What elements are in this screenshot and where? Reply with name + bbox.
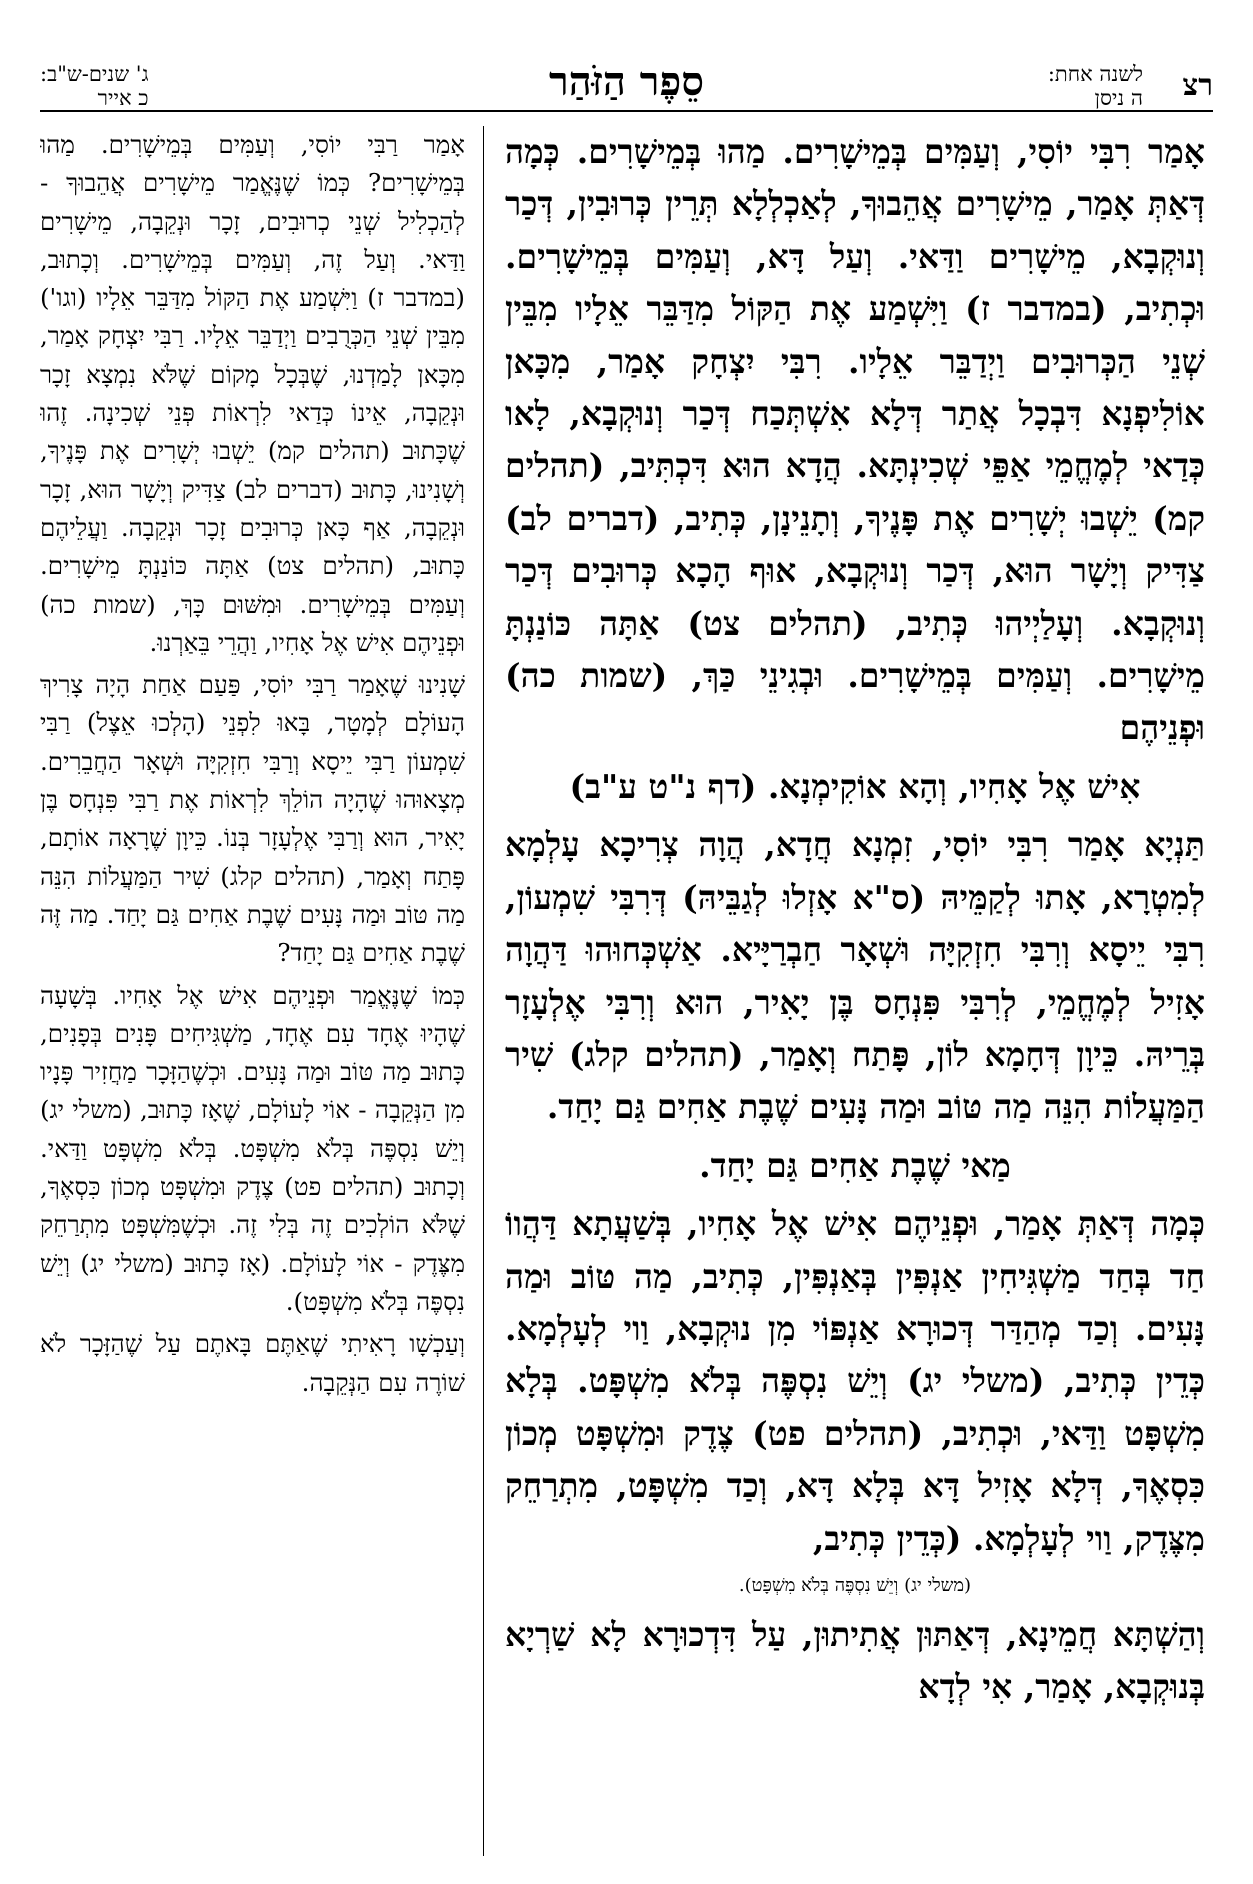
main-note: (משלי יג) וְיֵשׁ נִסְפֶּה בְּלֹא מִשְׁפָּט). (738, 1574, 972, 1596)
header-rule (40, 110, 1213, 112)
translation-paragraph: אָמַר רַבִּי יוֹסִי, וְעַמִּים בְּמֵישָׁרִים. מַהוּ בְּמֵישָׁרִים? כְּמוֹ שֶׁנֶּאֱמַר מֵישָׁרִים אֲהֵבוּךָ - לְהַכְלִיל שְׁנֵי כְרוּבִים, זָכָר וּנְקֵבָה, מֵישָׁרִים וַדַּאי. וְעַל זֶה, וְעַמִּים בְּמֵישָׁרִים. וְכָתוּב, (במדבר ז) וַיִּשְׁמַע אֶת הַקּוֹל מִדַּבֵּר אֵלָיו (וגו') מִבֵּין שְׁנֵי הַכְּרֻבִים וַיְדַבֵּר אֵלָיו. רַבִּי יִצְחָק אָמַר, מִכָּאן לָמַדְנוּ, שֶׁבְּכָל מָקוֹם שֶׁלֹּא נִמְצָא זָכָר וּנְקֵבָה, אֵינוֹ כְּדַאי לִרְאוֹת פְּנֵי שְׁכִינָה. זֶהוּ שֶׁכָּתוּב (תהלים קמ) יֵשְׁבוּ יְשָׁרִים אֶת פָּנֶיךָ, וְשָׁנִינוּ, כָּתוּב (דברים לב) צַדִּיק וְיָשָׁר הוּא, זָכָר וּנְקֵבָה, אַף כָּאן כְּרוּבִים זָכָר וּנְקֵבָה. וַעֲלֵיהֶם כָּתוּב, (תהלים צט) אַתָּה כּוֹנַנְתָּ מֵישָׁרִים. וְעַמִּים בְּמֵישָׁרִים. וּמִשּׁוּם כָּךְ, (שמות כה) וּפְנֵיהֶם אִישׁ אֶל אָחִיו, וַהֲרֵי בֵּאַרְנוּ. (40, 130, 465, 657)
main-paragraph: כְּמָה דְּאַתְּ אָמַר, וּפְנֵיהֶם אִישׁ אֶל אָחִיו, בְּשַׁעֲתָא דַּהֲווֹ חַד בְּחַד מַשְׁגִּיחִין אַנְפִּין בְּאַנְפִּין, כְּתִיב, מַה טּוֹב וּמַה נָּעִים. וְכַד מְהַדַּר דְּכוּרָא אַנְפּוֹי מִן נוּקְבָא, וַוי לְעָלְמָא. כְּדֵין כְּתִיב, (משלי יג) וְיֵשׁ נִסְפֶּה בְּלֹא מִשְׁפָּט. בְּלָא מִשְׁפָּט וַדַּאי, וּכְתִיב, (תהלים פט) צֶדֶק וּמִשְׁפָּט מְכוֹן כִּסְאֶךָ, דְּלָא אָזִיל דָּא בְּלָא דָּא, וְכַד מִשְׁפָּט, מִתְרַחֵק מִצֶּדֶק, וַוי לְעָלְמָא. (כְּדֵין כְּתִיב, (505, 1204, 1205, 1558)
reading-schedule-three-year (40, 62, 149, 110)
schedule-date-one-year: ה ניסן (1094, 86, 1143, 110)
main-paragraph: וְהַשְׁתָּא חֲמֵינָא, דְּאַתּוּן אֲתִיתוּן, עַל דִּדְכוּרָא לָא שַׁרְיָא בְּנוּקְבָא, אָמַר, אִי לְדָא (505, 1614, 1205, 1707)
column-divider (483, 126, 484, 1856)
page-number: רצ (1182, 68, 1213, 103)
main-paragraph: אָמַר רִבִּי יוֹסִי, וְעַמִּים בְּמֵישָׁרִים. מַהוּ בְּמֵישָׁרִים. כְּמָה דְּאַתְּ אָמַר, מֵישָׁרִים אֲהֵבוּךָ, לְאַכְלְלָא תְּרֵין כְּרוּבִין, דְּכַר וְנוּקְבָא, מֵישָׁרִים וַדַּאי. וְעַל דָּא, וְעַמִּים בְּמֵישָׁרִים. וּכְתִיב, (במדבר ז) וַיִּשְׁמַע אֶת הַקּוֹל מִדַּבֵּר אֵלָיו מִבֵּין שְׁנֵי הַכְּרוּבִים וַיְדַבֵּר אֵלָיו. רִבִּי יִצְחָק אָמַר, מִכָּאן אוֹלִיפְנָא דִּבְכָל אֲתַר דְּלָא אִשְׁתְּכַח דְּכַר וְנוּקְבָא, לָאו כְּדַאי לְמֶחֱמֵי אַפֵּי שְׁכִינְתָּא. הֲדָא הוּא דִּכְתִּיב, (תהלים קמ) יֵשְׁבוּ יְשָׁרִים אֶת פָּנֶיךָ, וְתָנֵינָן, כְּתִיב, (דברים לב) צַדִּיק וְיָשָׁר הוּא, דְּכַר וְנוּקְבָא, אוּף הָכָא כְּרוּבִים דְּכַר וְנוּקְבָא. וְעָלַיְיהוּ כְּתִיב, (תהלים צט) אַתָּה כּוֹנַנְתָּ מֵישָׁרִים. וְעַמִּים בְּמֵישָׁרִים. וּבְגִינֵי כַּךְ, (שמות כה) וּפְנֵיהֶם (505, 132, 1205, 748)
main-paragraph: אִישׁ אֶל אָחִיו, וְהָא אוֹקִימְנָא. (דף נ"ט ע"ב) (569, 766, 1141, 806)
aramaic-main-column (505, 126, 1205, 1856)
translation-paragraph: כְּמוֹ שֶׁנֶּאֱמַר וּפְנֵיהֶם אִישׁ אֶל אָחִיו. בְּשָׁעָה שֶׁהָיוּ אֶחָד עִם אֶחָד, מַשְׁגִּיחִים פָּנִים בְּפָנִים, כָּתוּב מַה טּוֹב וּמַה נָּעִים. וּכְשֶׁהַזָּכָר מַחֲזִיר פָּנָיו מִן הַנְּקֵבָה - אוֹי לָעוֹלָם, שֶׁאָז כָּתוּב, (משלי יג) וְיֵשׁ נִסְפֶּה בְּלֹא מִשְׁפָּט. בְּלֹא מִשְׁפָּט וַדַּאי. וְכָתוּב (תהלים פט) צֶדֶק וּמִשְׁפָּט מְכוֹן כִּסְאֶךָ, שֶׁלֹּא הוֹלְכִים זֶה בְּלִי זֶה. וּכְשֶׁמִּשְׁפָּט מִתְרַחֵק מִצֶּדֶק - אוֹי לָעוֹלָם. (אָז כָּתוּב (משלי יג) וְיֵשׁ נִסְפֶּה בְּלֹא מִשְׁפָּט). (40, 980, 465, 1316)
main-paragraph: תַּנְיָא אָמַר רִבִּי יוֹסִי, זִמְנָא חֲדָא, הֲוָה צְרִיכָא עָלְמָא לְמִטְרָא, אָתוּ לְקַמֵּיהּ (ס"א אָזְלוּ לְגַבֵּיהּ) דְּרִבִּי שִׁמְעוֹן, רִבִּי יֵיסָא וְרִבִּי חִזְקִיָּה וּשְׁאָר חַבְרַיָּיא. אַשְׁכְּחוּהוּ דַּהֲוָה אָזִיל לְמֶחֱמֵי, לְרִבִּי פִּנְחָס בֶּן יָאִיר, הוּא וְרִבִּי אֶלְעָזָר בְּרֵיהּ. כֵּיוָן דְּחָמָא לוֹן, פָּתַח וְאָמַר, (תהלים קלג) שִׁיר הַמַּעֲלוֹת הִנֵּה מַה טּוֹב וּמַה נָּעִים שֶׁבֶת אַחִים גַּם יָחַד. (505, 825, 1205, 1127)
schedule-label-three-year: ג' שנים-ש"ב: (40, 62, 149, 86)
schedule-label-one-year: לשנה אחת: (1047, 62, 1143, 86)
schedule-date-three-year: כ אייר (97, 86, 149, 110)
book-title: סֵפֶר הַזֹּהַר (549, 58, 704, 105)
translation-paragraph: וְעַכְשָׁו רָאִיתִי שֶׁאַתֶּם בָּאתֶם עַל שֶׁהַזָּכָר לֹא שׁוֹרֶה עִם הַנְּקֵבָה. (40, 1329, 465, 1397)
translation-paragraph: שָׁנִינוּ שֶׁאָמַר רַבִּי יוֹסִי, פַּעַם אַחַת הָיָה צָרִיךְ הָעוֹלָם לְמָטָר, בָּאוּ לִפְנֵי (הָלְכוּ אֵצֶל) רַבִּי שִׁמְעוֹן רַבִּי יֵיסָא וְרַבִּי חִזְקִיָּה וּשְׁאָר הַחֲבֵרִים. מְצָאוּהוּ שֶׁהָיָה הוֹלֵךְ לִרְאוֹת אֶת רַבִּי פִּנְחָס בֶּן יָאִיר, הוּא וְרַבִּי אֶלְעָזָר בְּנוֹ. כֵּיוָן שֶׁרָאָה אוֹתָם, פָּתַח וְאָמַר, (תהלים קלג) שִׁיר הַמַּעֲלוֹת הִנֵּה מַה טּוֹב וּמַה נָּעִים שֶׁבֶת אַחִים גַּם יָחַד. מַה זֶּה שֶׁבֶת אַחִים גַּם יָחַד? (40, 670, 465, 968)
main-paragraph: מַאי שֶׁבֶת אַחִים גַּם יָחַד. (699, 1145, 1011, 1185)
hebrew-translation-column (40, 126, 465, 1856)
